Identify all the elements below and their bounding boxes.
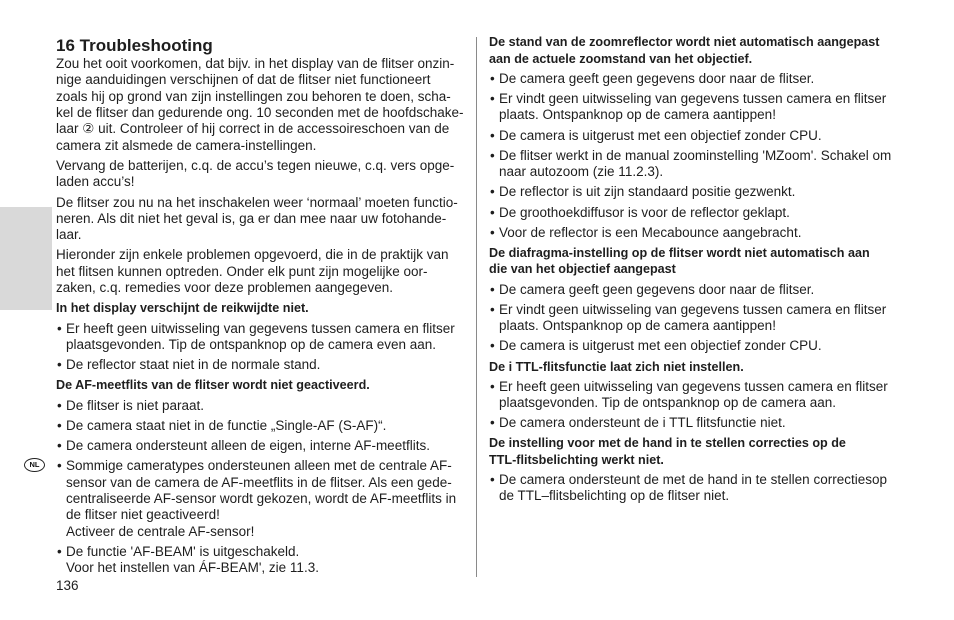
list-item [56,357,470,373]
heading-line: De AF-meetflits van de flitser wordt niet geactiveerd. [56,378,370,393]
bullet-marker: • [490,301,495,317]
page-title: 16 Troubleshooting [56,36,213,55]
text-line: sensor van de camera de AF-meetflits in de flitser. Als een gede- [66,474,452,490]
text-line: camera zit alsmede de camera-instellingen. [56,137,317,153]
intro-paragraph [56,56,470,154]
list-item [489,184,934,200]
section-heading [489,34,934,67]
heading-line: De diafragma-instelling op de flitser wordt niet automatisch aan [489,245,870,260]
column-divider [476,37,477,577]
list-item [489,128,934,144]
text-line: De camera ondersteunt de met de hand in te stellen correctiesop [499,472,887,488]
left-column [56,56,470,581]
text-line: naar autozoom (zie 11.2.3). [499,164,664,180]
bullet-marker: • [490,224,495,240]
text-line: De functie 'AF-BEAM' is uitgeschakeld. [66,543,300,559]
heading-line: De i TTL-flitsfunctie laat zich niet instellen. [489,359,744,374]
list-item [56,438,470,454]
text-line: nige aanduidingen verschijnen of dat de flitser niet functioneert [56,72,431,88]
bullet-marker: • [490,415,495,431]
bullet-marker: • [490,281,495,297]
bullet-marker: • [490,378,495,394]
language-badge: NL [24,458,45,472]
text-line: Voor het instellen van ÁF-BEAM', zie 11.3. [66,560,319,576]
text-line: Er vindt geen uitwisseling van gegevens tussen camera en flitser [499,301,887,317]
text-line: zoals hij op grond van zijn instellingen zou behoren te doen, scha- [56,88,451,104]
bullet-marker: • [57,543,62,559]
bullet-marker: • [57,320,62,336]
section-heading [56,300,470,316]
bullet-marker: • [57,397,62,413]
text-line: neren. Als dit niet het geval is, ga er dan mee naar uw fotohande- [56,210,447,226]
list-item [489,205,934,221]
bullet-marker: • [490,472,495,488]
heading-line: die van het objectief aangepast [489,262,676,277]
text-line: plaats. Ontspanknop op de camera aantippen! [499,318,776,334]
text-line: Hieronder zijn enkele problemen opgevoerd, die in de praktijk van [56,247,449,263]
heading-line: De stand van de zoomreflector wordt niet automatisch aangepast [489,35,880,50]
text-line: De flitser is niet paraat. [66,397,205,413]
text-line: Zou het ooit voorkomen, dat bijv. in het display van de flitser onzin- [56,55,455,71]
page-number: 136 [56,577,79,593]
intro-paragraph [56,195,470,244]
bullet-marker: • [490,204,495,220]
language-tab [0,207,52,469]
text-line: Vervang de batterijen, c.q. de accu’s tegen nieuwe, c.q. vers opge- [56,157,455,173]
text-line: Voor de reflector is een Mecabounce aangebracht. [499,224,802,240]
text-line: De camera geeft geen gegevens door naar de flitser. [499,70,815,86]
list-item [489,91,934,124]
heading-line: De instelling voor met de hand in te stellen correcties op de [489,436,846,451]
section-heading [56,377,470,393]
text-line: de TTL–flitsbelichting op de flitser niet. [499,488,730,504]
text-line: De flitser werkt in de manual zoominstelling 'MZoom'. Schakel om [499,147,892,163]
bullet-marker: • [57,357,62,373]
list-item [56,544,470,577]
list-item [56,458,470,540]
text-line: de flitser niet geactiveerd! [66,507,220,523]
bullet-marker: • [490,184,495,200]
list-item [489,148,934,181]
list-item [56,418,470,434]
list-item [489,225,934,241]
text-line: De camera ondersteunt de i TTL flitsfunctie niet. [499,415,786,431]
text-line: De camera geeft geen gegevens door naar de flitser. [499,281,815,297]
text-line: plaatsgevonden. Tip de ontspanknop op de camera even aan. [66,337,437,353]
section-heading [489,359,934,375]
text-line: zaken, c.q. remedies voor deze problemen aangegeven. [56,280,393,296]
intro-paragraph [56,247,470,296]
text-line: De camera is uitgerust met een objectief zonder CPU. [499,338,822,354]
bullet-marker: • [57,417,62,433]
text-line: kel de flitser dan gedurende ong. 10 seconden met de hoofdschake- [56,104,464,120]
text-line: Er heeft geen uitwisseling van gegevens tussen camera en flitser [66,320,455,336]
text-line: het flitsen kunnen optreden. Onder elk punt zijn mogelijke oor- [56,263,428,279]
bullet-marker: • [57,458,62,474]
text-line: De camera staat niet in de functie „Single-AF (S-AF)“. [66,417,387,433]
text-line: Er vindt geen uitwisseling van gegevens tussen camera en flitser [499,91,887,107]
list-item [489,282,934,298]
heading-line: aan de actuele zoomstand van het objectief. [489,51,753,66]
section-heading [489,435,934,468]
heading-line: In het display verschijnt de reikwijdte niet. [56,301,309,316]
heading-line: TTL-flitsbelichting werkt niet. [489,452,664,467]
text-line: laar. [56,227,82,243]
text-line: laar ② uit. Controleer of hij correct in de accessoireschoen van de [56,121,450,137]
bullet-marker: • [490,147,495,163]
text-line: De reflector is uit zijn standaard positie gezwenkt. [499,184,796,200]
text-line: Sommige cameratypes ondersteunen alleen met de centrale AF- [66,458,452,474]
text-line: Activeer de centrale AF-sensor! [66,523,255,539]
text-line: Er heeft geen uitwisseling van gegevens tussen camera en flitser [499,378,888,394]
list-item [489,379,934,412]
bullet-marker: • [490,338,495,354]
list-item [489,472,934,505]
list-item [489,71,934,87]
bullet-marker: • [490,91,495,107]
list-item [56,321,470,354]
bullet-marker: • [490,127,495,143]
right-column [489,34,934,508]
text-line: centraliseerde AF-sensor wordt gekozen, wordt de AF-meetflits in [66,490,457,506]
text-line: plaats. Ontspanknop op de camera aantippen! [499,107,776,123]
bullet-marker: • [490,70,495,86]
list-item [56,398,470,414]
section-heading [489,245,934,278]
text-line: De flitser zou nu na het inschakelen weer ‘normaal’ moeten functio- [56,194,458,210]
list-item [489,415,934,431]
bullet-marker: • [57,437,62,453]
list-item [489,302,934,335]
text-line: De groothoekdiffusor is voor de reflector geklapt. [499,204,790,220]
text-line: De camera is uitgerust met een objectief zonder CPU. [499,127,822,143]
text-line: De reflector staat niet in de normale stand. [66,357,321,373]
list-item [489,338,934,354]
text-line: laden accu’s! [56,174,135,190]
text-line: De camera ondersteunt alleen de eigen, interne AF-meetflits. [66,437,430,453]
text-line: plaatsgevonden. Tip de ontspanknop op de camera aan. [499,395,836,411]
intro-paragraph [56,158,470,191]
